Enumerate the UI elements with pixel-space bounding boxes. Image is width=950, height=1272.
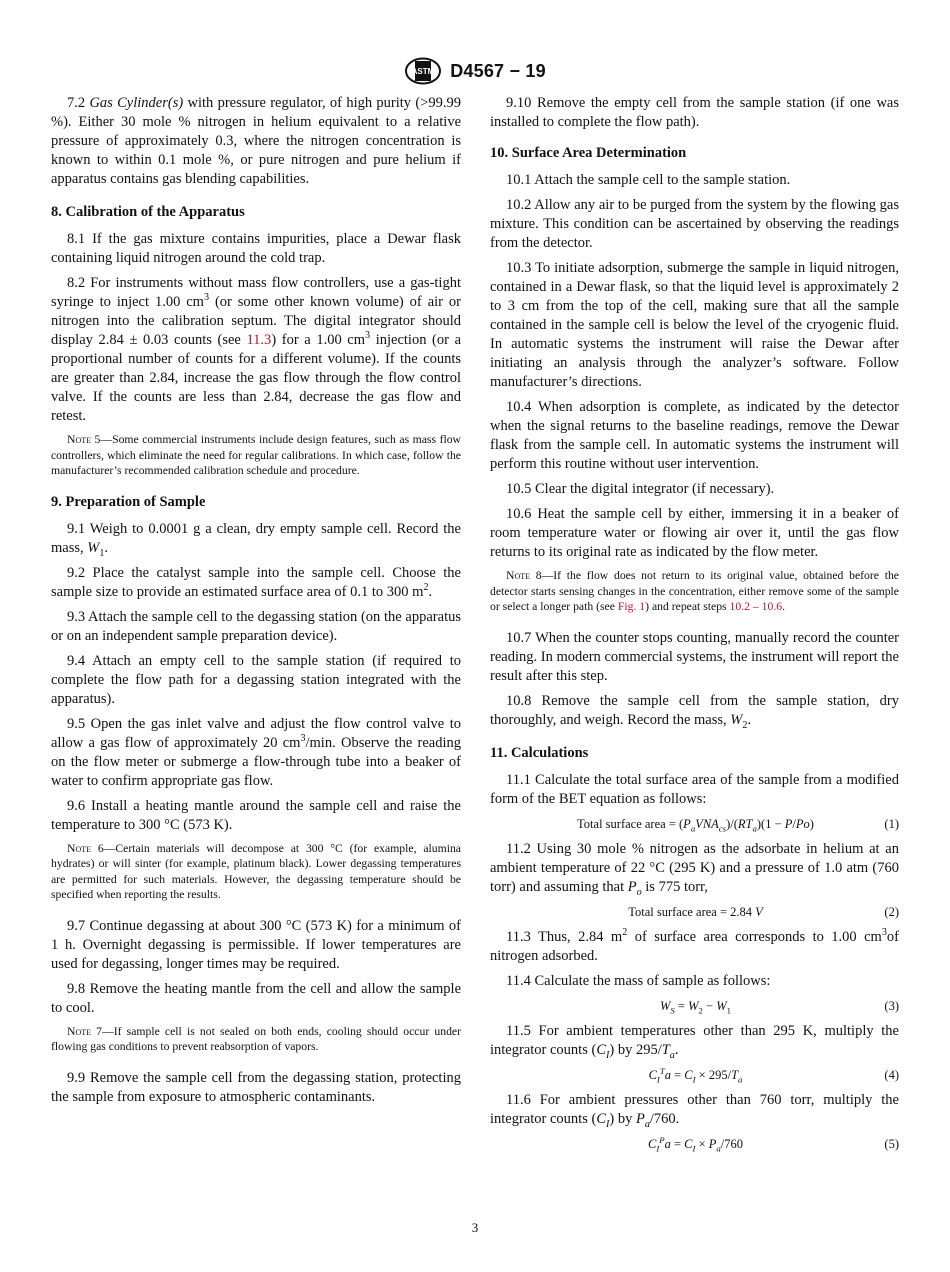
document-id: D4567 − 19 xyxy=(450,60,546,81)
para-9-1: 9.1 Weigh to 0.0001 g a clean, dry empty sample cell. Record the mass, $W_1$. xyxy=(51,520,461,559)
para-11-2: 11.2 Using 30 mole % nitrogen as the adsorbate in helium at an ambient temperature of 22 °C (295 K) and a pressure of 1.0 atm (760 torr) and assuming that $P_o$ is 775 torr, xyxy=(490,840,899,898)
para-8-2: 8.2 For instruments without mass flow controllers, use a gas-tight syringe to inject 1.00 $cm^3$ (or some other known volume) of air or nitrogen into the calibration septum. The digital integrator should display 2.84 ± 0.03 counts (see 11.3) for a 1.00 $cm^3$ injection (or a proportional number of counts for a different volume). If the counts are greater than 2.84, increase the gas flow through the flow control valve. If the counts are less than 2.84, decrease the gas flow and retest. xyxy=(51,275,462,424)
link-fig-1[interactable]: Fig. 1 xyxy=(617,600,646,613)
para-9-3: 9.3 Attach the sample cell to the degassing station (on the apparatus or on an independent sample preparation device). xyxy=(51,608,461,644)
equation-4: $C_I^Ta = C_I \times 295/T_a$ (4) xyxy=(648,1065,899,1085)
para-10-7: 10.7 When the counter stops counting, manually record the counter reading. In modern commercial systems, the instrument will report the result after this step. xyxy=(490,629,899,684)
section-10-heading: 10. Surface Area Determination xyxy=(490,145,687,161)
para-10-4: 10.4 When adsorption is complete, as indicated by the detector when the signal returns to the baseline readings, remove the Dewar flask from the sample cell. In automatic systems the instrument will perform this routine without user intervention. xyxy=(490,399,899,472)
para-9-5: 9.5 Open the gas inlet valve and adjust the flow control valve to allow a gas flow of approximately 20 $cm^3/\min$. Observe the reading on the flow meter or submerge a flow-through tube into a beaker of water to confirm appropriate gas flow. xyxy=(51,715,462,789)
para-9-6: 9.6 Install a heating mantle around the sample cell and raise the temperature to 300 °C (573 K). xyxy=(51,797,461,833)
note-8: Note 8—If the flow does not return to its original value, obtained before the detector starts sensing changes in the concentration, either remove some of the sample or select a longer path (see Fig. 1) and repeat steps 10.2 – 10.6. xyxy=(490,569,899,613)
equation-3: $W_S = W_2 - W_1$ (3) xyxy=(659,999,899,1016)
para-11-4: 11.4 Calculate the mass of sample as follows: xyxy=(506,972,771,989)
para-10-3: 10.3 To initiate adsorption, submerge the sample in liquid nitrogen, contained in a Dewar flask, so that the liquid level is approximately 2 to 3 cm from the top of the cell, making sure that all the sample contained in the sample cell is below the level of the cryogenic fluid. In automatic systems the instrument will raise the Dewar after initiating an analysis through the analyzer’s software. Follow manufacturer’s directions. xyxy=(490,260,899,390)
page-header xyxy=(0,56,950,86)
para-11-6: 11.6 For ambient pressures other than 760 torr, multiply the integrator counts $(C_I)$ by $P_a/760$. xyxy=(490,1091,899,1130)
para-10-2: 10.2 Allow any air to be purged from the system by the flowing gas mixture. This condition can be ascertained by observing the readings from the detector. xyxy=(490,197,899,251)
note-5: Note 5—Some commercial instruments include design features, such as mass flow controllers, which eliminate the need for regular calibrations. In which case, follow the manufacturer’s recommended calibration schedule and procedure. xyxy=(51,433,461,477)
link-11-3[interactable]: 11.3 xyxy=(246,332,272,348)
equation-1: Total surface area = $(P_aVNA_{cs})/(RT_a)(1 - P/Po)$ (1) xyxy=(577,817,899,834)
para-10-1: 10.1 Attach the sample cell to the sample station. xyxy=(506,172,791,188)
para-11-1: 11.1 Calculate the total surface area of the sample from a modified form of the BET equation as follows: xyxy=(490,771,899,807)
para-9-2: 9.2 Place the catalyst sample into the sample cell. Choose the sample size to provide an estimated surface area of 0.1 to 300 $m^2$. xyxy=(51,564,461,600)
para-11-3: 11.3 Thus, 2.84 $m^2$ of surface area corresponds to 1.00 $cm^3of$ nitrogen adsorbed. xyxy=(490,926,899,964)
section-8-heading: 8. Calibration of the Apparatus xyxy=(51,204,245,220)
section-11-heading: 11. Calculations xyxy=(490,744,589,761)
para-7-2: 7.2 Gas Cylinder(s) with pressure regulator, of high purity (>99.99 %). Either 30 mole % nitrogen in helium equivalent to a relative pressure of approximately 0.3, where the nitrogen concentration is known to within 0.1 mole %, or pure nitrogen and pure helium if apparatus contains gas blending capabilities. xyxy=(51,95,461,187)
left-column xyxy=(51,94,461,1113)
note-6: Note 6—Certain materials will decompose at 300 °C (for example, alumina hydrates) or will sinter (for example, platinum black). Lower degassing temperatures are permitted for such materials. However, the degassing temperature should be specified when reporting the results. xyxy=(51,841,461,901)
para-10-8: 10.8 Remove the sample cell from the sample station, dry thoroughly, and weigh. Record the mass, $W_2$. xyxy=(490,692,899,731)
svg-text:ASTM: ASTM xyxy=(411,67,435,76)
equation-2: Total surface area = 2.84 V (2) xyxy=(628,905,899,919)
para-9-9: 9.9 Remove the sample cell from the degassing station, protecting the sample from exposure to atmospheric contaminants. xyxy=(51,1069,461,1105)
equation-5: $C_I^Pa = C_I \times P_a/760$ (5) xyxy=(647,1134,899,1154)
right-column xyxy=(490,94,899,1160)
link-10-2-10-6[interactable]: 10.2 – 10.6 xyxy=(729,600,783,613)
para-11-5: 11.5 For ambient temperatures other than 295 K, multiply the integrator counts $(C_I)$ by $295/T_a$. xyxy=(490,1022,899,1061)
para-9-4: 9.4 Attach an empty cell to the sample station (if required to complete the flow path for a degassing station integrated with the apparatus). xyxy=(51,652,461,707)
para-9-8: 9.8 Remove the heating mantle from the cell and allow the sample to cool. xyxy=(51,980,461,1016)
para-8-1: 8.1 If the gas mixture contains impurities, place a Dewar flask containing liquid nitrogen around the cold trap. xyxy=(51,231,461,266)
note-7: Note 7—If sample cell is not sealed on both ends, cooling should occur under flowing gas conditions to prevent reabsorption of vapors. xyxy=(51,1024,462,1053)
para-9-7: 9.7 Continue degassing at about 300 °C (573 K) for a minimum of 1 h. Overnight degassing is permissible. If lower temperatures are used for degassing, longer times may be required. xyxy=(51,917,461,972)
para-10-5: 10.5 Clear the digital integrator (if necessary). xyxy=(506,481,775,497)
para-10-6: 10.6 Heat the sample cell by either, immersing it in a beaker of room temperature water or flowing air over it, until the gas flow returns to its original rate as indicated by the flow meter. xyxy=(490,506,899,560)
section-9-heading: 9. Preparation of Sample xyxy=(51,493,206,510)
astm-logo-icon xyxy=(404,57,442,85)
page-number: 3 xyxy=(471,1220,479,1235)
para-9-10: 9.10 Remove the empty cell from the sample station (if one was installed to complete the flow path). xyxy=(490,95,899,130)
